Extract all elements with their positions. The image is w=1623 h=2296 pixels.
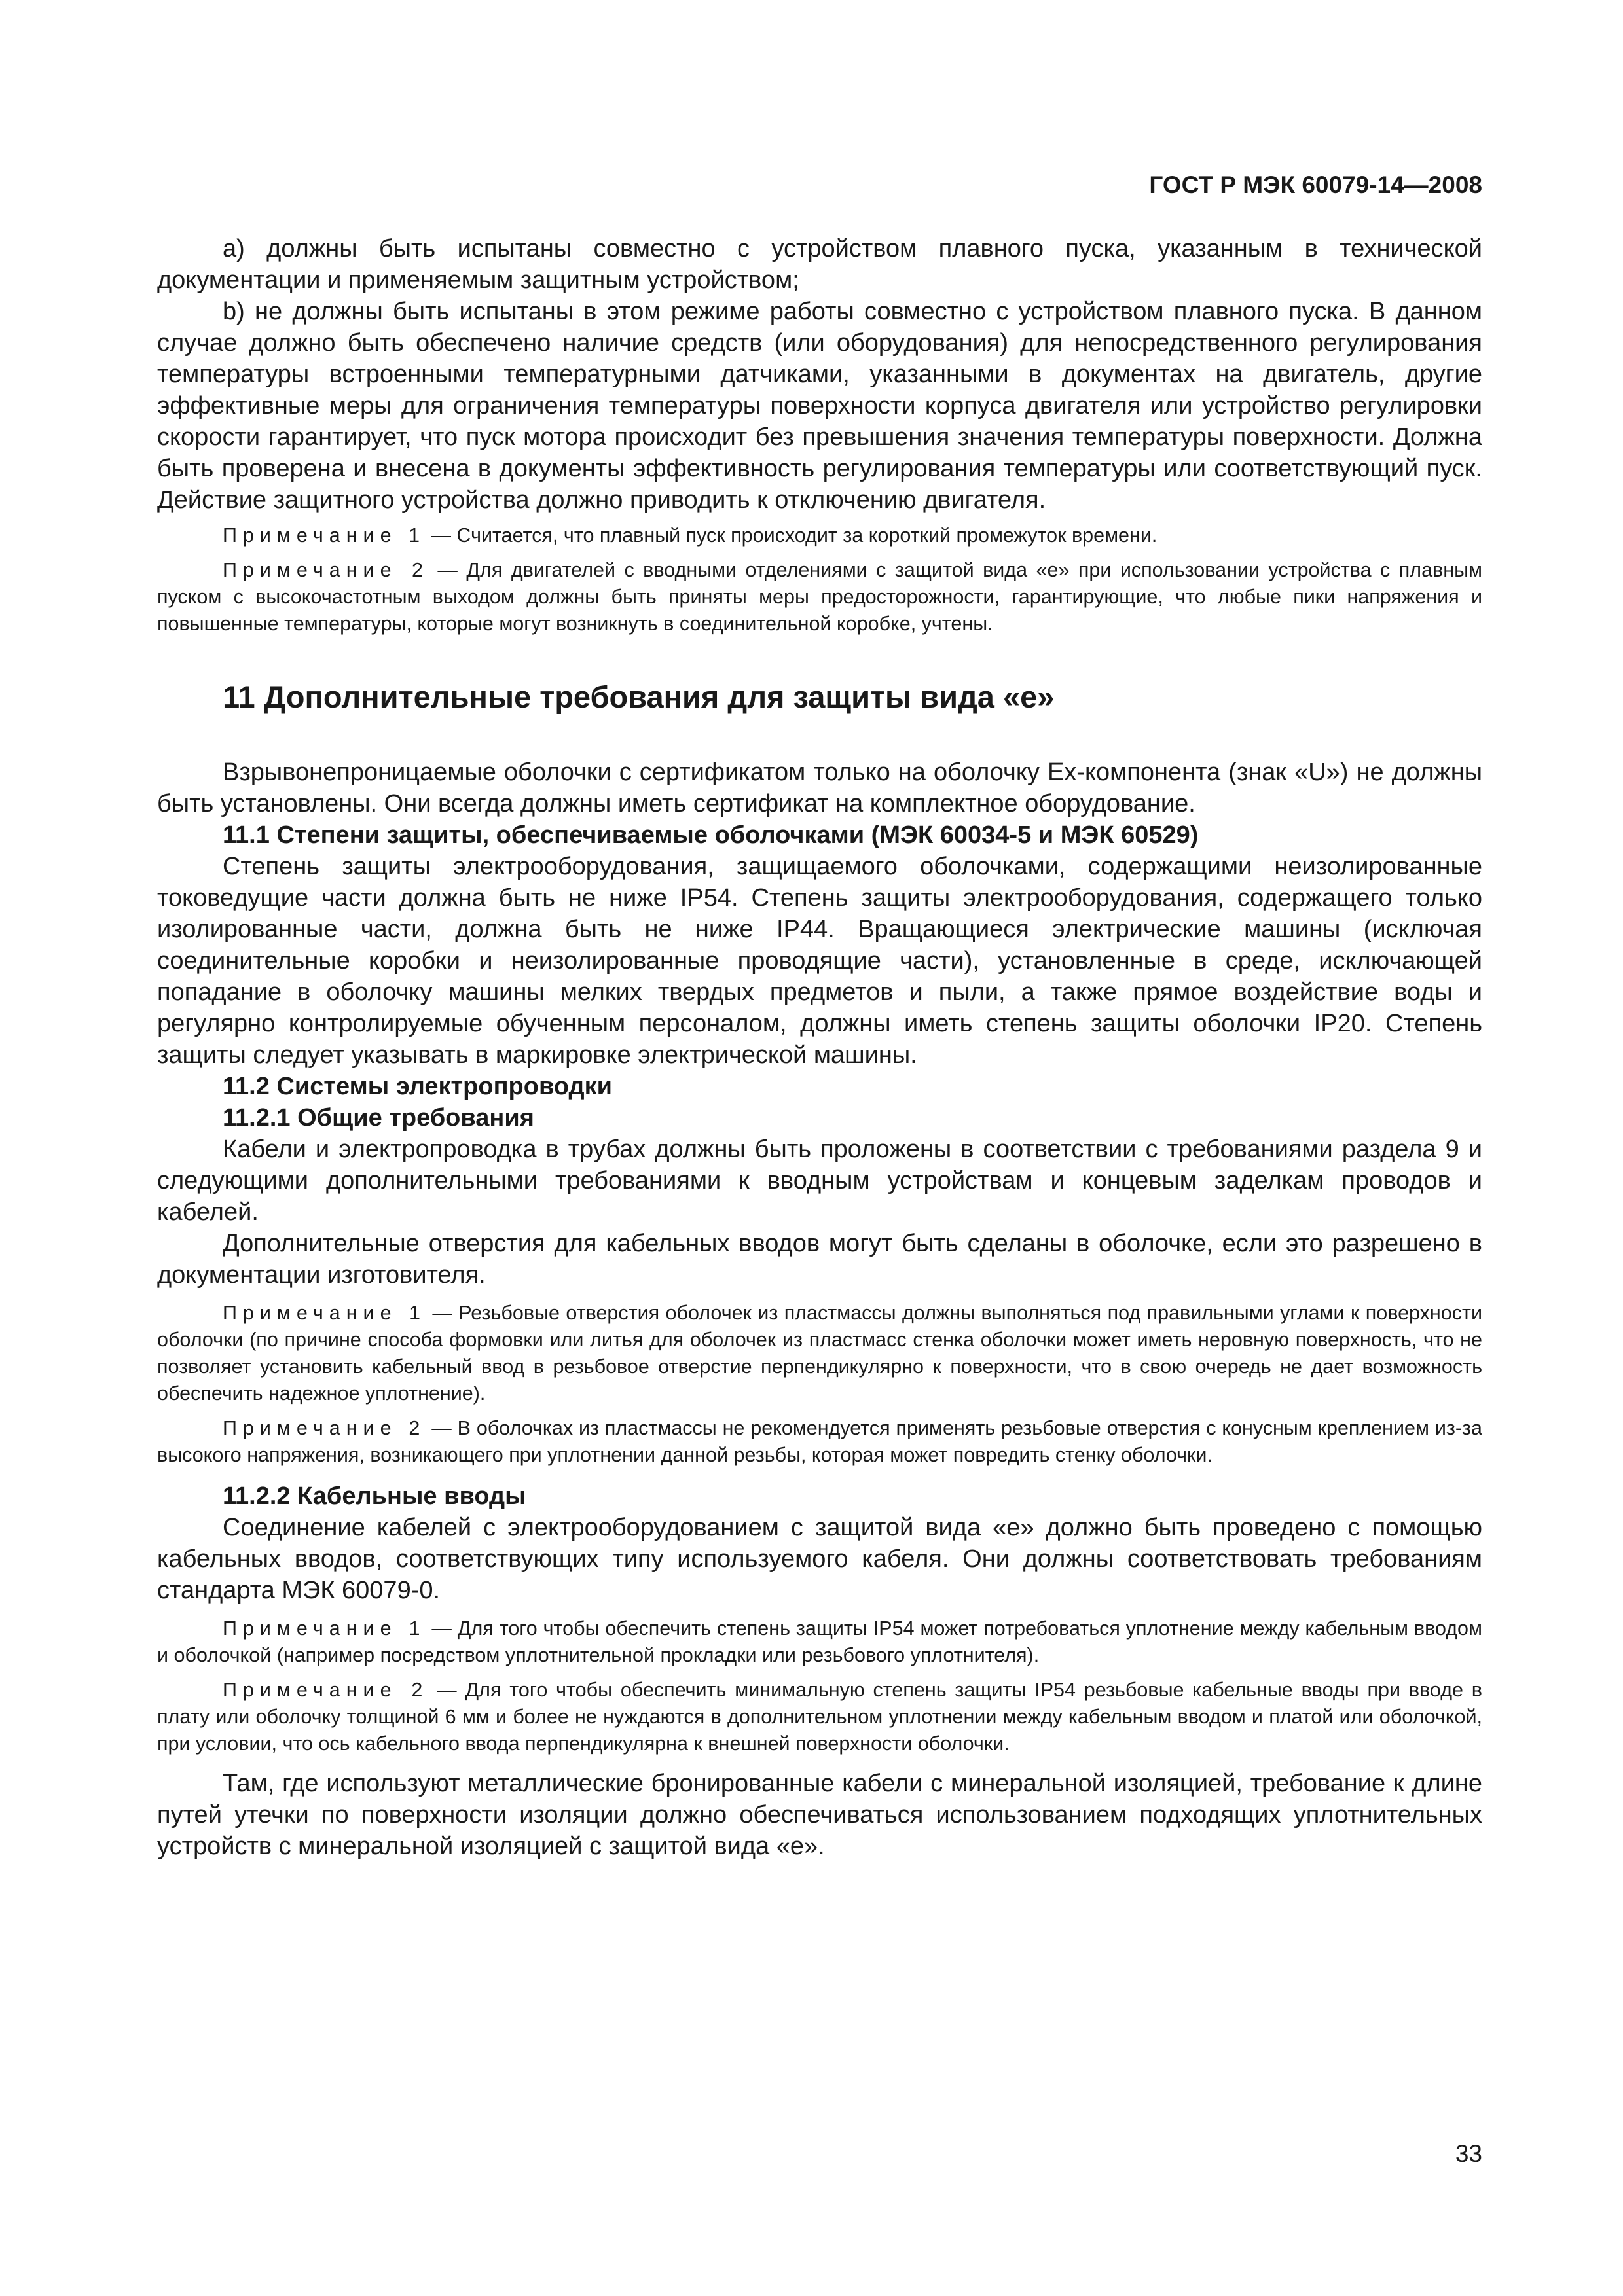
section-11-2-1-note-2 — [157, 1415, 1482, 1469]
section-11-2-2-note-1-text: — Для того чтобы обеспечить степень защиты IP54 может потребоваться уплотнение между кабельным вводом и оболочкой (например посредством уплотнительной прокладки или резьбового уплотнителя). — [157, 1617, 1482, 1666]
section-11-1-heading: 11.1 Степени защиты, обеспечиваемые оболочками (МЭК 60034-5 и МЭК 60529) — [223, 821, 1199, 849]
page-number: 33 — [1455, 2140, 1482, 2167]
section-11-2-2-note-2-label: Примечание 2 — [223, 1679, 429, 1701]
note-1-label: Примечание 1 — [223, 524, 426, 547]
section-11-2-1-note-1-text: — Резьбовые отверстия оболочек из пластмассы должны выполняться под правильными углами к поверхности оболочки (по причине способа формовки или литья для оболочек из пластмасс стенка оболочки может иметь неровную поверхность, что не позволяет установить кабельный ввод в резьбовое отверстие перпендикулярно к поверхности, что в свою очередь не дает возможность обеспечить надежное уплотнение). — [157, 1302, 1482, 1405]
section-11-heading: 11 Дополнительные требования для защиты вида «е» — [223, 679, 1055, 714]
section-11-2-heading: 11.2 Системы электропроводки — [223, 1073, 613, 1100]
section-11-2-1-note-2-text: — В оболочках из пластмассы не рекомендуется применять резьбовые отверстия с конусным креплением из-за высокого напряжения, возникающего при уплотнении данной резьбы, которая может повредить стенку оболочки. — [157, 1417, 1482, 1466]
section-11-2-2-note-1-label: Примечание 1 — [223, 1617, 426, 1640]
section-11-2-1-note-1-label: Примечание 1 — [223, 1302, 426, 1324]
section-11-2-2-note-1 — [157, 1615, 1482, 1669]
section-11-2-2-heading: 11.2.2 Кабельные вводы — [223, 1482, 526, 1510]
note-2-text: — Для двигателей с вводными отделениями с защитой вида «е» при использовании устройства с плавным пуском с высокочастотным выходом должны быть приняты меры предосторожности, гарантирующие, что любые пики напряжения и повышенные температуры, которые могут возникнуть в соединительной коробке, учтены. — [157, 559, 1482, 635]
note-1-text: — Считается, что плавный пуск происходит за короткий промежуток времени. — [425, 524, 1158, 547]
section-11-2-2-note-2-text: — Для того чтобы обеспечить минимальную степень защиты IP54 резьбовые кабельные вводы при вводе в плату или оболочку толщиной 6 мм и более не нуждаются в дополнительном уплотнении между кабельным вводом и платой или оболочкой, при условии, что ось кабельного ввода перпендикулярна к внешней поверхности оболочки. — [157, 1679, 1482, 1755]
section-11-2-1-paragraph-1: Кабели и электропроводка в трубах должны быть проложены в соответствии с требованиями раздела 9 и следующими дополнительными требованиями к вводным устройствам и концевым заделкам проводов и кабелей. — [157, 1136, 1482, 1226]
section-11-2-1-note-2-label: Примечание 2 — [223, 1417, 426, 1439]
section-11-2-2-note-2 — [157, 1677, 1482, 1757]
note-1 — [157, 522, 1482, 549]
section-11-1-text: Степень защиты электрооборудования, защищаемого оболочками, содержащими неизолированные токоведущие части должна быть не ниже IP54. Степень защиты электрооборудования, содержащего только изолированные части, должна быть не ниже IP44. Вращающиеся электрические машины (исключая соединительные коробки и неизолированные проводящие части), установленные в среде, исключающей попадание в оболочку машины мелких твердых предметов и пыли, а также прямое воздействие воды и регулярно контролируемые обученным персоналом, должны иметь степень защиты оболочки IP20. Степень защиты следует указывать в маркировке электрической машины. — [157, 853, 1482, 1069]
section-11-2-1-note-1 — [157, 1300, 1482, 1407]
item-a-paragraph: a) должны быть испытаны совместно с устройством плавного пуска, указанным в технической документации и применяемым защитным устройством; — [157, 235, 1482, 294]
item-b-paragraph: b) не должны быть испытаны в этом режиме работы совместно с устройством плавного пуска. В данном случае должно быть обеспечено наличие средств (или оборудования) для непосредственного регулирования температуры встроенными температурными датчиками, указанными в документах на двигатель, другие эффективные меры для ограничения температуры поверхности корпуса двигателя или устройство регулировки скорости гарантирует, что пуск мотора происходит без превышения значения температуры поверхности. Должна быть проверена и внесена в документы эффективность регулирования температуры или соответствующий пуск. Действие защитного устройства должно приводить к отключению двигателя. — [157, 298, 1482, 514]
note-2-label: Примечание 2 — [223, 559, 429, 581]
section-11-2-1-paragraph-2: Дополнительные отверстия для кабельных вводов могут быть сделаны в оболочке, если это разрешено в документации изготовителя. — [157, 1230, 1482, 1289]
document-header: ГОСТ Р МЭК 60079-14—2008 — [1149, 171, 1482, 198]
section-11-2-2-paragraph-1: Соединение кабелей с электрооборудованием с защитой вида «е» должно быть проведено с помощью кабельных вводов, соответствующих типу используемого кабеля. Они должны соответствовать требованиям стандарта МЭК 60079-0. — [157, 1514, 1482, 1604]
section-11-2-1-heading: 11.2.1 Общие требования — [223, 1104, 534, 1132]
section-11-2-2-paragraph-2: Там, где используют металлические бронированные кабели с минеральной изоляцией, требование к длине путей утечки по поверхности изоляции должно обеспечиваться использованием подходящих уплотнительных устройств с минеральной изоляцией с защитой вида «е». — [157, 1770, 1482, 1860]
section-11-intro: Взрывонепроницаемые оболочки с сертификатом только на оболочку Ex-компонента (знак «U») не должны быть установлены. Они всегда должны иметь сертификат на комплектное оборудование. — [157, 759, 1482, 817]
note-2 — [157, 557, 1482, 637]
